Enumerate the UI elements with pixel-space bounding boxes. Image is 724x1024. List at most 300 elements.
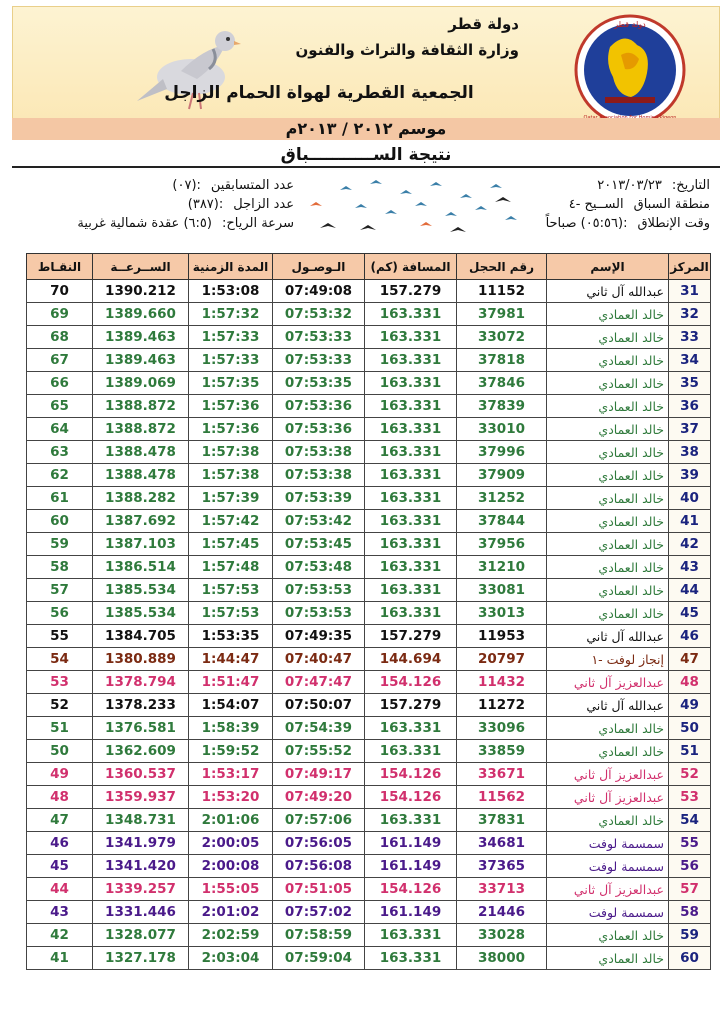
ring-number-cell: 33859	[457, 740, 547, 763]
duration-cell: 1:44:47	[189, 648, 273, 671]
ring-number-cell: 37818	[457, 349, 547, 372]
speed-cell: 1389.463	[93, 349, 189, 372]
arrival-cell: 07:53:33	[273, 349, 365, 372]
table-row	[27, 441, 711, 464]
points-cell: 45	[27, 855, 93, 878]
logo-text-top: دولة قطر	[614, 20, 646, 29]
rank-cell: 44	[669, 579, 711, 602]
rank-cell: 58	[669, 901, 711, 924]
rank-cell: 41	[669, 510, 711, 533]
rank-cell: 52	[669, 763, 711, 786]
competitors-value: :(٠٧)	[172, 178, 201, 193]
header-points: النقـاط	[27, 254, 93, 280]
letterhead-text	[199, 15, 519, 59]
rank-cell: 51	[669, 740, 711, 763]
start-value: :(٠٥:٥٦) صباحاً	[545, 216, 628, 231]
competitors-label: عدد المتسابقين	[210, 178, 294, 193]
name-cell: خالد العمادي	[547, 326, 669, 349]
distance-cell: 161.149	[365, 832, 457, 855]
duration-cell: 1:57:33	[189, 326, 273, 349]
arrival-cell: 07:51:05	[273, 878, 365, 901]
ring-number-cell: 31210	[457, 556, 547, 579]
ring-number-cell: 37839	[457, 395, 547, 418]
association-logo	[565, 11, 695, 129]
header-ring: رقم الحجل	[457, 254, 547, 280]
speed-cell: 1385.534	[93, 579, 189, 602]
speed-cell: 1389.660	[93, 303, 189, 326]
ring-number-cell: 37909	[457, 464, 547, 487]
header-name: الإسم	[547, 254, 669, 280]
table-row	[27, 947, 711, 970]
table-row	[27, 717, 711, 740]
name-cell: خالد العمادي	[547, 372, 669, 395]
table-row	[27, 740, 711, 763]
points-cell: 64	[27, 418, 93, 441]
header-arrival: الـوصـول	[273, 254, 365, 280]
duration-cell: 1:59:52	[189, 740, 273, 763]
rank-cell: 54	[669, 809, 711, 832]
speed-cell: 1384.705	[93, 625, 189, 648]
arrival-cell: 07:49:35	[273, 625, 365, 648]
ring-number-cell: 37844	[457, 510, 547, 533]
name-cell: خالد العمادي	[547, 533, 669, 556]
distance-cell: 157.279	[365, 280, 457, 303]
duration-cell: 1:55:05	[189, 878, 273, 901]
rank-cell: 35	[669, 372, 711, 395]
name-cell: خالد العمادي	[547, 464, 669, 487]
duration-cell: 2:00:05	[189, 832, 273, 855]
table-row	[27, 280, 711, 303]
duration-cell: 1:51:47	[189, 671, 273, 694]
ring-number-cell: 37365	[457, 855, 547, 878]
table-row	[27, 395, 711, 418]
points-cell: 59	[27, 533, 93, 556]
rank-cell: 55	[669, 832, 711, 855]
duration-cell: 1:57:36	[189, 395, 273, 418]
table-row	[27, 556, 711, 579]
arrival-cell: 07:49:20	[273, 786, 365, 809]
speed-cell: 1388.478	[93, 464, 189, 487]
ring-number-cell: 37981	[457, 303, 547, 326]
name-cell: خالد العمادي	[547, 556, 669, 579]
rank-cell: 59	[669, 924, 711, 947]
rank-cell: 56	[669, 855, 711, 878]
name-cell: خالد العمادي	[547, 349, 669, 372]
distance-cell: 144.694	[365, 648, 457, 671]
distance-cell: 163.331	[365, 464, 457, 487]
ring-number-cell: 33028	[457, 924, 547, 947]
name-cell: خالد العمادي	[547, 395, 669, 418]
name-cell: سمسمة لوفت	[547, 855, 669, 878]
name-cell: خالد العمادي	[547, 924, 669, 947]
distance-cell: 163.331	[365, 579, 457, 602]
rank-cell: 34	[669, 349, 711, 372]
points-cell: 69	[27, 303, 93, 326]
ring-number-cell: 33713	[457, 878, 547, 901]
arrival-cell: 07:53:53	[273, 602, 365, 625]
info-birds	[14, 195, 294, 214]
flying-birds-illustration	[300, 176, 530, 238]
speed-cell: 1387.692	[93, 510, 189, 533]
season-banner: موسم ٢٠١٢ / ٢٠١٣م	[12, 118, 720, 140]
name-cell: خالد العمادي	[547, 947, 669, 970]
table-row	[27, 303, 711, 326]
speed-cell: 1388.282	[93, 487, 189, 510]
points-cell: 54	[27, 648, 93, 671]
speed-cell: 1341.979	[93, 832, 189, 855]
distance-cell: 163.331	[365, 510, 457, 533]
rank-cell: 33	[669, 326, 711, 349]
rank-cell: 53	[669, 786, 711, 809]
ring-number-cell: 38000	[457, 947, 547, 970]
table-row	[27, 349, 711, 372]
points-cell: 49	[27, 763, 93, 786]
distance-cell: 163.331	[365, 395, 457, 418]
duration-cell: 2:02:59	[189, 924, 273, 947]
name-cell: عبدالله آل ثاني	[547, 625, 669, 648]
ministry-name: وزارة الثقافة والتراث والفنون	[295, 41, 519, 59]
points-cell: 62	[27, 464, 93, 487]
arrival-cell: 07:53:38	[273, 464, 365, 487]
name-cell: عبدالله آل ثاني	[547, 694, 669, 717]
ring-number-cell: 33010	[457, 418, 547, 441]
speed-cell: 1359.937	[93, 786, 189, 809]
speed-cell: 1378.233	[93, 694, 189, 717]
speed-cell: 1331.446	[93, 901, 189, 924]
arrival-cell: 07:57:06	[273, 809, 365, 832]
speed-cell: 1387.103	[93, 533, 189, 556]
duration-cell: 2:01:02	[189, 901, 273, 924]
points-cell: 43	[27, 901, 93, 924]
results-table	[26, 253, 711, 970]
duration-cell: 1:57:38	[189, 441, 273, 464]
header-distance: المسافة (كم)	[365, 254, 457, 280]
speed-cell: 1348.731	[93, 809, 189, 832]
duration-cell: 1:57:36	[189, 418, 273, 441]
arrival-cell: 07:53:32	[273, 303, 365, 326]
name-cell: خالد العمادي	[547, 418, 669, 441]
distance-cell: 154.126	[365, 878, 457, 901]
ring-number-cell: 21446	[457, 901, 547, 924]
association-name: الجمعية القطرية لهواة الحمام الزاجل	[164, 83, 474, 103]
speed-cell: 1328.077	[93, 924, 189, 947]
table-row	[27, 878, 711, 901]
distance-cell: 163.331	[365, 349, 457, 372]
duration-cell: 2:03:04	[189, 947, 273, 970]
points-cell: 56	[27, 602, 93, 625]
arrival-cell: 07:47:47	[273, 671, 365, 694]
ring-number-cell: 11152	[457, 280, 547, 303]
table-row	[27, 855, 711, 878]
speed-cell: 1388.478	[93, 441, 189, 464]
state-name: دولة قطر	[448, 15, 519, 33]
speed-cell: 1389.463	[93, 326, 189, 349]
distance-cell: 163.331	[365, 924, 457, 947]
points-cell: 66	[27, 372, 93, 395]
arrival-cell: 07:53:53	[273, 579, 365, 602]
name-cell: خالد العمادي	[547, 717, 669, 740]
table-row	[27, 786, 711, 809]
ring-number-cell: 33072	[457, 326, 547, 349]
ring-number-cell: 37956	[457, 533, 547, 556]
points-cell: 52	[27, 694, 93, 717]
arrival-cell: 07:58:59	[273, 924, 365, 947]
duration-cell: 2:00:08	[189, 855, 273, 878]
points-cell: 58	[27, 556, 93, 579]
rank-cell: 47	[669, 648, 711, 671]
birds-value: :(٣٨٧)	[187, 197, 224, 212]
distance-cell: 163.331	[365, 602, 457, 625]
area-value: الســيح -٤	[568, 197, 624, 212]
name-cell: عبدالله آل ثاني	[547, 280, 669, 303]
distance-cell: 163.331	[365, 947, 457, 970]
info-competitors	[14, 176, 294, 195]
speed-cell: 1376.581	[93, 717, 189, 740]
table-row	[27, 602, 711, 625]
name-cell: خالد العمادي	[547, 809, 669, 832]
name-cell: سمسمة لوفت	[547, 901, 669, 924]
duration-cell: 1:57:35	[189, 372, 273, 395]
ring-number-cell: 34681	[457, 832, 547, 855]
table-row	[27, 924, 711, 947]
ring-number-cell: 33013	[457, 602, 547, 625]
table-row	[27, 579, 711, 602]
rank-cell: 50	[669, 717, 711, 740]
rank-cell: 38	[669, 441, 711, 464]
table-row	[27, 671, 711, 694]
duration-cell: 1:57:42	[189, 510, 273, 533]
name-cell: عبدالعزيز آل ثاني	[547, 878, 669, 901]
results-body	[27, 280, 711, 970]
distance-cell: 154.126	[365, 671, 457, 694]
table-row	[27, 694, 711, 717]
wind-label: سرعة الرياح:	[221, 216, 294, 231]
letterhead	[12, 6, 720, 132]
distance-cell: 163.331	[365, 556, 457, 579]
header-speed: الســرعــة	[93, 254, 189, 280]
duration-cell: 1:57:33	[189, 349, 273, 372]
rank-cell: 49	[669, 694, 711, 717]
table-row	[27, 625, 711, 648]
date-value: ٢٠١٣/٠٣/٢٣	[597, 178, 662, 193]
distance-cell: 163.331	[365, 303, 457, 326]
speed-cell: 1339.257	[93, 878, 189, 901]
distance-cell: 161.149	[365, 855, 457, 878]
duration-cell: 1:54:07	[189, 694, 273, 717]
distance-cell: 161.149	[365, 901, 457, 924]
arrival-cell: 07:53:48	[273, 556, 365, 579]
date-label: التاريخ:	[671, 178, 710, 193]
arrival-cell: 07:49:08	[273, 280, 365, 303]
duration-cell: 1:53:17	[189, 763, 273, 786]
ring-number-cell: 11432	[457, 671, 547, 694]
table-row	[27, 533, 711, 556]
distance-cell: 154.126	[365, 786, 457, 809]
result-title: نتيجة الســـــــــــباق	[12, 144, 720, 168]
rank-cell: 46	[669, 625, 711, 648]
points-cell: 61	[27, 487, 93, 510]
table-row	[27, 832, 711, 855]
arrival-cell: 07:40:47	[273, 648, 365, 671]
ring-number-cell: 11272	[457, 694, 547, 717]
speed-cell: 1378.794	[93, 671, 189, 694]
name-cell: سمسمة لوفت	[547, 832, 669, 855]
arrival-cell: 07:56:05	[273, 832, 365, 855]
table-row	[27, 372, 711, 395]
rank-cell: 36	[669, 395, 711, 418]
area-label: منطقة السباق	[633, 197, 710, 212]
points-cell: 65	[27, 395, 93, 418]
distance-cell: 163.331	[365, 441, 457, 464]
points-cell: 47	[27, 809, 93, 832]
speed-cell: 1389.069	[93, 372, 189, 395]
points-cell: 60	[27, 510, 93, 533]
table-row	[27, 648, 711, 671]
arrival-cell: 07:59:04	[273, 947, 365, 970]
points-cell: 55	[27, 625, 93, 648]
ring-number-cell: 20797	[457, 648, 547, 671]
header-duration: المدة الزمنية	[189, 254, 273, 280]
rank-cell: 60	[669, 947, 711, 970]
distance-cell: 163.331	[365, 418, 457, 441]
name-cell: خالد العمادي	[547, 510, 669, 533]
arrival-cell: 07:53:42	[273, 510, 365, 533]
points-cell: 68	[27, 326, 93, 349]
table-row	[27, 510, 711, 533]
distance-cell: 157.279	[365, 694, 457, 717]
distance-cell: 163.331	[365, 740, 457, 763]
points-cell: 51	[27, 717, 93, 740]
ring-number-cell: 33096	[457, 717, 547, 740]
points-cell: 53	[27, 671, 93, 694]
ring-number-cell: 33671	[457, 763, 547, 786]
points-cell: 63	[27, 441, 93, 464]
name-cell: عبدالعزيز آل ثاني	[547, 671, 669, 694]
points-cell: 57	[27, 579, 93, 602]
rank-cell: 42	[669, 533, 711, 556]
info-wind	[14, 214, 294, 233]
duration-cell: 1:57:39	[189, 487, 273, 510]
speed-cell: 1360.537	[93, 763, 189, 786]
name-cell: عبدالعزيز آل ثاني	[547, 786, 669, 809]
duration-cell: 1:58:39	[189, 717, 273, 740]
points-cell: 67	[27, 349, 93, 372]
ring-number-cell: 37996	[457, 441, 547, 464]
duration-cell: 1:57:38	[189, 464, 273, 487]
duration-cell: 1:57:53	[189, 602, 273, 625]
distance-cell: 154.126	[365, 763, 457, 786]
arrival-cell: 07:53:39	[273, 487, 365, 510]
distance-cell: 163.331	[365, 326, 457, 349]
distance-cell: 163.331	[365, 372, 457, 395]
race-stats	[14, 176, 294, 233]
ring-number-cell: 11562	[457, 786, 547, 809]
duration-cell: 1:57:48	[189, 556, 273, 579]
duration-cell: 1:57:32	[189, 303, 273, 326]
speed-cell: 1390.212	[93, 280, 189, 303]
wind-value: (٦:٥) عقدة شمالية غربية	[77, 216, 212, 231]
birds-label: عدد الزاجل	[233, 197, 294, 212]
ring-number-cell: 33081	[457, 579, 547, 602]
arrival-cell: 07:55:52	[273, 740, 365, 763]
distance-cell: 163.331	[365, 533, 457, 556]
ring-number-cell: 11953	[457, 625, 547, 648]
rank-cell: 32	[669, 303, 711, 326]
arrival-cell: 07:53:33	[273, 326, 365, 349]
table-row	[27, 763, 711, 786]
arrival-cell: 07:53:36	[273, 418, 365, 441]
points-cell: 42	[27, 924, 93, 947]
table-row	[27, 809, 711, 832]
name-cell: خالد العمادي	[547, 303, 669, 326]
duration-cell: 2:01:06	[189, 809, 273, 832]
table-row	[27, 326, 711, 349]
arrival-cell: 07:53:45	[273, 533, 365, 556]
table-row	[27, 487, 711, 510]
arrival-cell: 07:53:35	[273, 372, 365, 395]
start-label: وقت الإنطلاق	[637, 216, 710, 231]
duration-cell: 1:53:08	[189, 280, 273, 303]
ring-number-cell: 31252	[457, 487, 547, 510]
speed-cell: 1386.514	[93, 556, 189, 579]
points-cell: 50	[27, 740, 93, 763]
duration-cell: 1:53:20	[189, 786, 273, 809]
rank-cell: 57	[669, 878, 711, 901]
arrival-cell: 07:53:38	[273, 441, 365, 464]
distance-cell: 163.331	[365, 717, 457, 740]
speed-cell: 1385.534	[93, 602, 189, 625]
rank-cell: 40	[669, 487, 711, 510]
arrival-cell: 07:56:08	[273, 855, 365, 878]
rank-cell: 39	[669, 464, 711, 487]
table-row	[27, 418, 711, 441]
speed-cell: 1380.889	[93, 648, 189, 671]
points-cell: 70	[27, 280, 93, 303]
points-cell: 44	[27, 878, 93, 901]
name-cell: خالد العمادي	[547, 579, 669, 602]
points-cell: 41	[27, 947, 93, 970]
speed-cell: 1341.420	[93, 855, 189, 878]
ring-number-cell: 37831	[457, 809, 547, 832]
arrival-cell: 07:53:36	[273, 395, 365, 418]
arrival-cell: 07:57:02	[273, 901, 365, 924]
arrival-cell: 07:49:17	[273, 763, 365, 786]
arrival-cell: 07:54:39	[273, 717, 365, 740]
name-cell: عبدالعزيز آل ثاني	[547, 763, 669, 786]
rank-cell: 48	[669, 671, 711, 694]
table-row	[27, 464, 711, 487]
speed-cell: 1388.872	[93, 418, 189, 441]
table-header-row	[27, 254, 711, 280]
arrival-cell: 07:50:07	[273, 694, 365, 717]
rank-cell: 45	[669, 602, 711, 625]
name-cell: خالد العمادي	[547, 740, 669, 763]
rank-cell: 37	[669, 418, 711, 441]
points-cell: 46	[27, 832, 93, 855]
duration-cell: 1:57:53	[189, 579, 273, 602]
duration-cell: 1:53:35	[189, 625, 273, 648]
name-cell: خالد العمادي	[547, 487, 669, 510]
distance-cell: 163.331	[365, 487, 457, 510]
table-row	[27, 901, 711, 924]
rank-cell: 31	[669, 280, 711, 303]
distance-cell: 163.331	[365, 809, 457, 832]
rank-cell: 43	[669, 556, 711, 579]
speed-cell: 1362.609	[93, 740, 189, 763]
name-cell: خالد العمادي	[547, 602, 669, 625]
ring-number-cell: 37846	[457, 372, 547, 395]
speed-cell: 1327.178	[93, 947, 189, 970]
